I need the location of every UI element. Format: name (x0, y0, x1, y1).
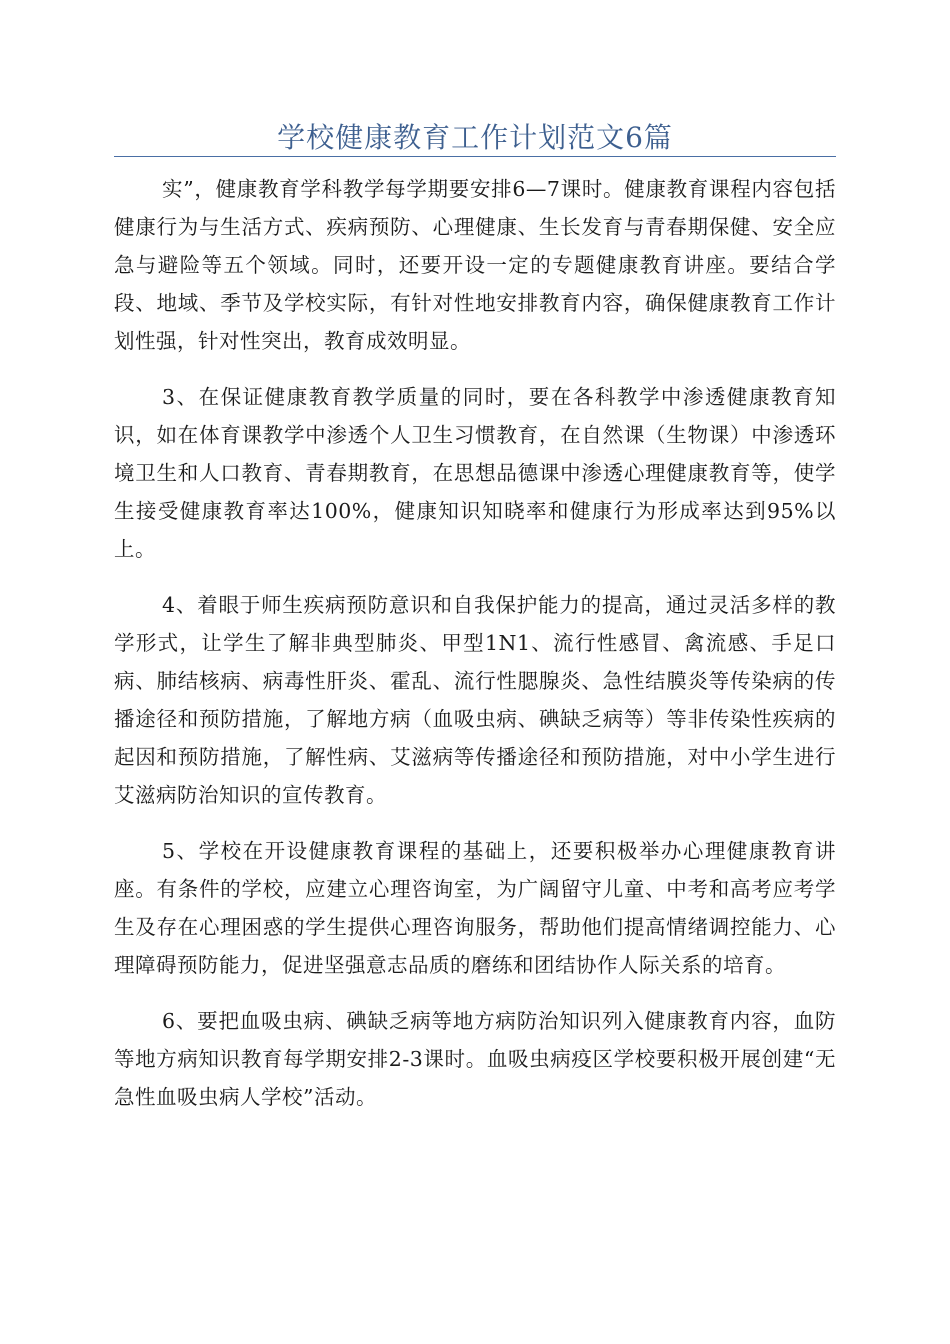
page-header (114, 112, 836, 157)
paragraph-item-3: 3、在保证健康教育教学质量的同时，要在各科教学中渗透健康教育知识，如在体育课教学中渗透个人卫生习惯教育，在自然课（生物课）中渗透环境卫生和人口教育、青春期教育，在思想品德课中渗透心理健康教育等，使学生接受健康教育率达100%，健康知识知晓率和健康行为形成率达到95%以上。 (114, 385, 836, 561)
paragraph-continuation: 实”，健康教育学科教学每学期要安排6—7课时。健康教育课程内容包括健康行为与生活方式、疾病预防、心理健康、生长发育与青春期保健、安全应急与避险等五个领域。同时，还要开设一定的专题健康教育讲座。要结合学段、地域、季节及学校实际，有针对性地安排教育内容，确保健康教育工作计划性强，针对性突出，教育成效明显。 (114, 177, 836, 353)
paragraph-item-5: 5、学校在开设健康教育课程的基础上，还要积极举办心理健康教育讲座。有条件的学校，应建立心理咨询室，为广阔留守儿童、中考和高考应考学生及存在心理困惑的学生提供心理咨询服务，帮助他们提高情绪调控能力、心理障碍预防能力，促进坚强意志品质的磨练和团结协作人际关系的培育。 (114, 839, 836, 977)
paragraph-item-4: 4、着眼于师生疾病预防意识和自我保护能力的提高，通过灵活多样的教学形式，让学生了解非典型肺炎、甲型1N1、流行性感冒、禽流感、手足口病、肺结核病、病毒性肝炎、霍乱、流行性腮腺炎、急性结膜炎等传染病的传播途径和预防措施，了解地方病（血吸虫病、碘缺乏病等）等非传染性疾病的起因和预防措施，了解性病、艾滋病等传播途径和预防措施，对中小学生进行艾滋病防治知识的宣传教育。 (114, 593, 836, 807)
document-body (114, 170, 836, 1134)
paragraph-item-6: 6、要把血吸虫病、碘缺乏病等地方病防治知识列入健康教育内容，血防等地方病知识教育每学期安排2-3课时。血吸虫病疫区学校要积极开展创建“无急性血吸虫病人学校”活动。 (114, 1009, 836, 1109)
page-title: 学校健康教育工作计划范文6篇 (277, 121, 673, 154)
